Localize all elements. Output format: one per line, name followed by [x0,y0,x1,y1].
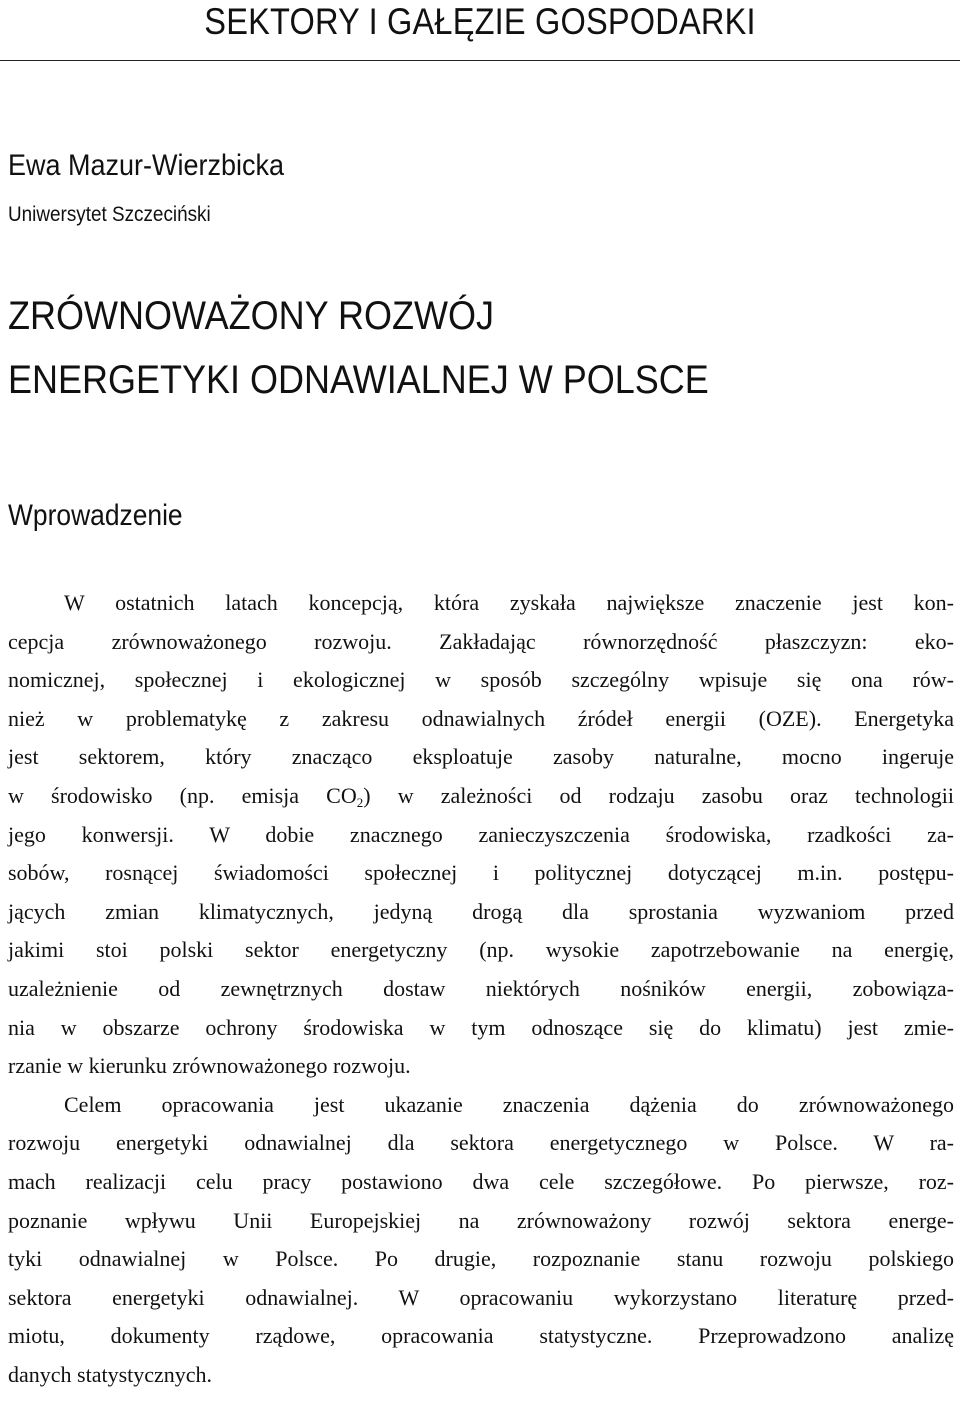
text-line: Celem opracowania jest ukazanie znaczenia dążenia do zrównoważonego [64,1091,954,1117]
text-line: W ostatnich latach koncepcją, która zyskała największe znaczenie jest kon- [64,590,954,615]
author-affiliation: Uniwersytet Szczeciński [8,203,211,226]
text-line: uzależnienie od zewnętrznych dostaw niektórych nośników energii, zobowiąza- [8,975,954,1001]
text-line: nia w obszarze ochrony środowiska w tym odnoszące się do klimatu) jest zmie- [8,1014,954,1040]
text-line: mach realizacji celu pracy postawiono dwa cele szczegółowe. Po pierwsze, roz- [8,1168,954,1194]
text-line: sektora energetyki odnawialnej. W opracowaniu wykorzystano literaturę przed- [8,1284,954,1310]
text-line [8,777,954,816]
paragraph-aim [8,1086,954,1395]
text-segment: ) w zależności od rodzaju zasobu oraz technologii [363,782,954,808]
header-rule [0,60,960,61]
running-head: SEKTORY I GAŁĘZIE GOSPODARKI [204,1,756,42]
text-line: nież w problematykę z zakresu odnawialnych źródeł energii (OZE). Energetyka [8,705,954,731]
subscript-2: 2 [356,794,364,810]
text-line: poznanie wpływu Unii Europejskiej na zrównoważony rozwój sektora energe- [8,1207,954,1233]
text-line: jest sektorem, który znacząco eksploatuje zasoby naturalne, mocno ingeruje [8,744,954,770]
text-line: jego konwersji. W dobie znacznego zanieczyszczenia środowiska, rzadkości za- [8,821,954,847]
article-title [8,284,709,412]
text-line: miotu, dokumenty rządowe, opracowania statystyczne. Przeprowadzono analizę [8,1323,954,1349]
author-name: Ewa Mazur-Wierzbicka [8,149,285,182]
text-line: nomicznej, społecznej i ekologicznej w sposób szczególny wpisuje się ona rów- [8,667,954,693]
text-line: sobów, rosnącej świadomości społecznej i politycznej dotyczącej m.in. postępu- [8,860,954,886]
section-heading: Wprowadzenie [8,499,183,532]
text-line: rozwoju energetyki odnawialnej dla sektora energetycznego w Polsce. W ra- [8,1130,954,1156]
article-title-line: ENERGETYKI ODNAWIALNEJ W POLSCE [8,358,709,402]
text-segment: w środowisko (np. emisja CO [8,782,357,808]
text-line: danych statystycznych. [8,1361,213,1387]
paragraph-intro [8,584,954,1086]
text-line: cepcja zrównoważonego rozwoju. Zakładając równorzędność płaszczyzn: eko- [8,628,954,654]
text-line: jakimi stoi polski sektor energetyczny (np. wysokie zapotrzebowanie na energię, [8,937,954,963]
body-text [8,584,954,1394]
text-line: rzanie w kierunku zrównoważonego rozwoju. [8,1053,411,1079]
article-title-line: ZRÓWNOWAŻONY ROZWÓJ [8,294,494,338]
text-line: tyki odnawialnej w Polsce. Po drugie, rozpoznanie stanu rozwoju polskiego [8,1246,954,1272]
text-line: jących zmian klimatycznych, jedyną drogą dla sprostania wyzwaniom przed [8,898,954,924]
